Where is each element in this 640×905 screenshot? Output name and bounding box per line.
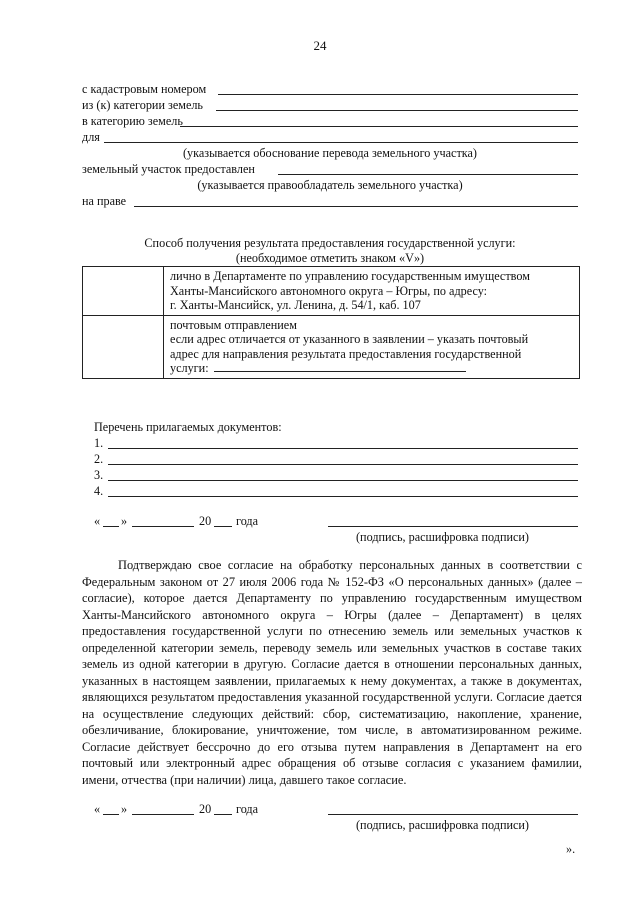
justification-note: (указывается обоснование перевода земельного участка) [183, 146, 477, 160]
personal-line-2: Ханты-Мансийского автономного округа – Югры, по адресу: [170, 283, 488, 298]
to-category-label: в категорию земель [82, 114, 183, 128]
personal-option-text [164, 267, 580, 316]
plot-provided-input-line[interactable] [278, 174, 578, 175]
document-item-4-input-line[interactable] [108, 496, 578, 497]
consent-paragraph: Подтверждаю свое согласие на обработку персональных данных в соответствии с Федеральным законом от 27 июля 2006 года № 152-ФЗ «О персональных данных» (далее – согласие), которое дается Департаменту по управлению государственным имуществом Ханты-Мансийского автономного округа – Югры (далее – Департамент) в целях предоставления государственной услуги по отнесению земель или земельных участков к определенной категории земель, переводу земель или земельных участков в составе таких земель из одной категории в другую. Согласие дается в отношении персональных данных, указанных в настоящем заявлении, прилагаемых к нему документах, а также в документах, являющихся результатом предоставления указанной государственной услуги. Согласие дается на осуществление следующих действий: сбор, систематизацию, накопление, хранение, обезличивание, блокирование, уничтожение, том числе, в автоматизированном режиме. Согласие действует бессрочно до его отзыва путем направления в Департамент на его почтовый или электронный адрес обращения об отзыве согласия с указанием фамилии, имени, отчества (при наличии) лица, давшего такое согласие. [82, 558, 582, 787]
signature-note-1: (подпись, расшифровка подписи) [356, 530, 529, 544]
method-option-personal [83, 267, 580, 316]
post-line-1: почтовым отправлением [170, 317, 297, 332]
date-day-input-1[interactable] [103, 526, 119, 527]
post-checkbox-cell[interactable] [83, 315, 164, 378]
method-table [82, 266, 580, 379]
to-category-input-line[interactable] [180, 126, 578, 127]
date-year-prefix-2: 20 [199, 802, 212, 816]
right-input-line[interactable] [134, 206, 578, 207]
post-line-3: адрес для направления результата предоставления государственной [170, 346, 522, 361]
from-category-input-line[interactable] [216, 110, 578, 111]
document-item-2-label: 2. [94, 452, 104, 466]
cadastral-label: с кадастровым номером [82, 82, 207, 96]
personal-line-3: г. Ханты-Мансийск, ул. Ленина, д. 54/1, каб. 107 [170, 298, 421, 312]
for-input-line[interactable] [104, 142, 578, 143]
method-subtitle: (необходимое отметить знаком «V») [235, 251, 425, 265]
from-category-label: из (к) категории земель [82, 98, 203, 112]
date-close-quote-1: » [121, 514, 128, 528]
closing-mark: ». [566, 842, 576, 856]
personal-line-1: лично в Департаменте по управлению государственным имуществом [170, 269, 530, 283]
personal-checkbox-cell[interactable] [83, 267, 164, 316]
document-item-3-label: 3. [94, 468, 104, 482]
plot-provided-label: земельный участок предоставлен [82, 162, 255, 176]
document-item-2-input-line[interactable] [108, 464, 578, 465]
date-year-input-2[interactable] [214, 814, 232, 815]
date-day-input-2[interactable] [103, 814, 119, 815]
signature-input-line-1[interactable] [328, 526, 578, 527]
date-year-word-1: года [236, 514, 259, 528]
post-address-input-line[interactable] [214, 371, 466, 372]
document-item-1-input-line[interactable] [108, 448, 578, 449]
documents-title: Перечень прилагаемых документов: [94, 420, 282, 434]
post-line-4: услуги: [170, 361, 209, 375]
holder-note: (указывается правообладатель земельного участка) [197, 178, 463, 192]
date-close-quote-2: » [121, 802, 128, 816]
method-option-post [83, 315, 580, 378]
date-month-input-1[interactable] [132, 526, 194, 527]
signature-input-line-2[interactable] [328, 814, 578, 815]
date-open-quote-1: « [94, 514, 101, 528]
date-year-prefix-1: 20 [199, 514, 212, 528]
document-item-3-input-line[interactable] [108, 480, 578, 481]
right-label: на праве [82, 194, 127, 208]
for-label: для [82, 130, 100, 144]
signature-note-2: (подпись, расшифровка подписи) [356, 818, 529, 832]
cadastral-input-line[interactable] [218, 94, 578, 95]
document-item-1-label: 1. [94, 436, 104, 450]
date-month-input-2[interactable] [132, 814, 194, 815]
post-line-2: если адрес отличается от указанного в заявлении – указать почтовый [170, 332, 529, 346]
method-title: Способ получения результата предоставления государственной услуги: [144, 236, 516, 250]
post-option-text [164, 315, 580, 378]
post-line-4-row [170, 361, 573, 376]
date-year-word-2: года [236, 802, 259, 816]
page-number: 24 [313, 38, 327, 53]
document-item-4-label: 4. [94, 484, 104, 498]
date-open-quote-2: « [94, 802, 101, 816]
date-year-input-1[interactable] [214, 526, 232, 527]
